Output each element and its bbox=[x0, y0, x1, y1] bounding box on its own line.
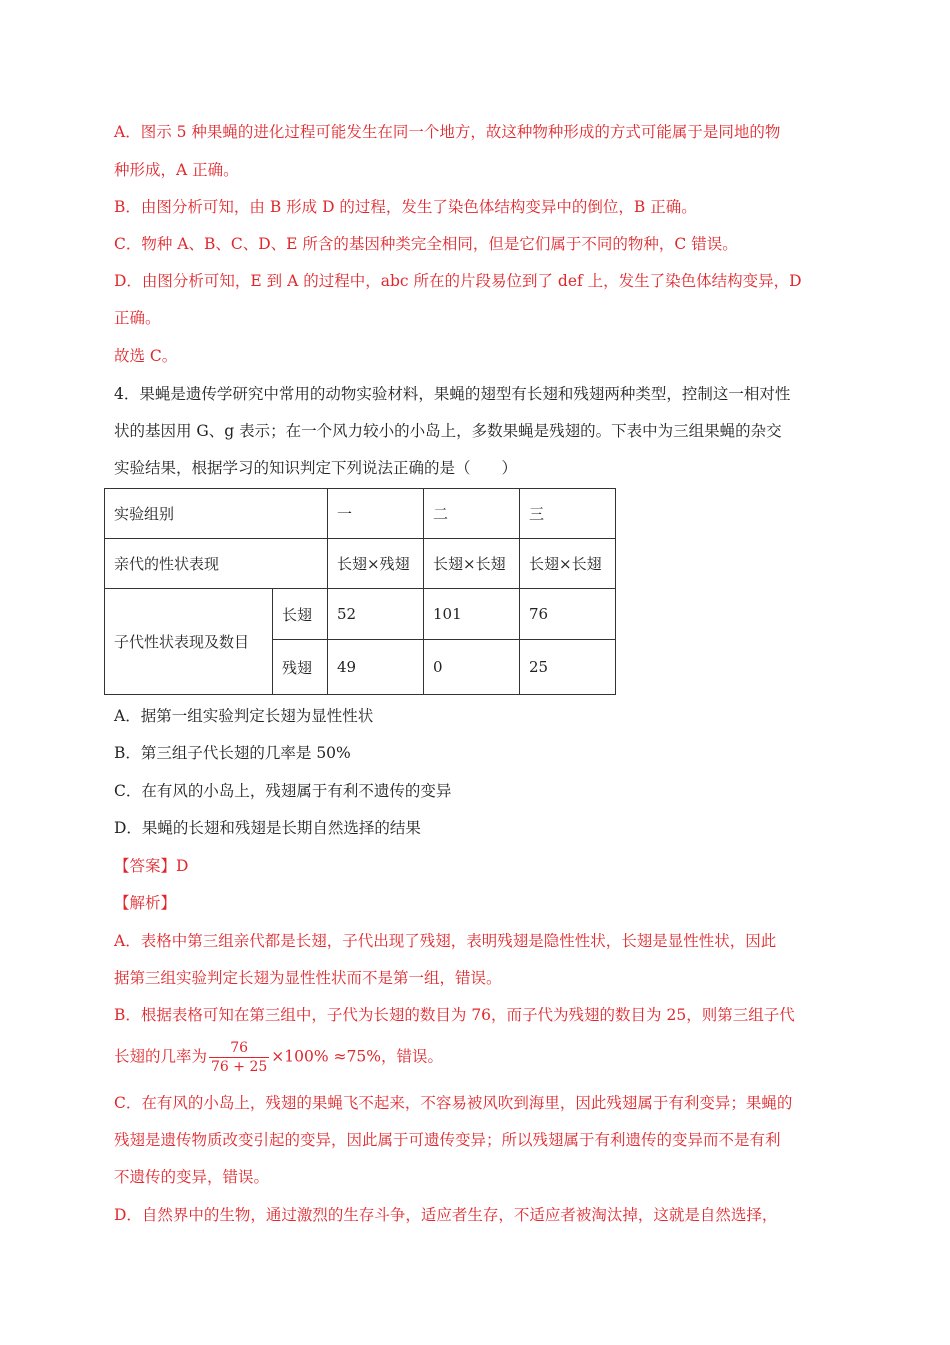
short-count-1: 49 bbox=[328, 640, 424, 695]
analysis-b-line2 bbox=[114, 1039, 443, 1076]
analysis-label: 【解析】 bbox=[114, 894, 177, 912]
short-count-2: 0 bbox=[424, 640, 520, 695]
analysis-c-line1: C．在有风的小岛上，残翅的果蝇飞不起来，不容易被风吹到海里，因此残翅属于有利变异；果蝇的 bbox=[114, 1094, 793, 1112]
question-stem-line2: 状的基因用 G、g 表示；在一个风力较小的小岛上，多数果蝇是残翅的。下表中为三组果蝇的杂交 bbox=[114, 422, 782, 440]
group-2: 二 bbox=[424, 489, 520, 539]
analysis-b-line1: B．根据表格可知在第三组中，子代为长翅的数目为 76，而子代为残翅的数目为 25，则第三组子代 bbox=[114, 1006, 795, 1024]
fraction-numerator: 76 bbox=[209, 1039, 269, 1058]
offspring-short-label: 残翅 bbox=[273, 640, 328, 695]
question-stem-line1: 4．果蝇是遗传学研究中常用的动物实验材料，果蝇的翅型有长翅和残翅两种类型，控制这一相对性 bbox=[114, 385, 791, 403]
prev-analysis-b: B．由图分析可知，由 B 形成 D 的过程，发生了染色体结构变异中的倒位，B 正确。 bbox=[114, 198, 697, 216]
table-row bbox=[105, 539, 616, 589]
prev-analysis-c: C．物种 A、B、C、D、E 所含的基因种类完全相同，但是它们属于不同的物种，C 错误。 bbox=[114, 235, 738, 253]
prev-choice: 故选 C。 bbox=[114, 347, 178, 365]
prev-analysis-a-line2: 种形成，A 正确。 bbox=[114, 161, 239, 179]
header-group-label: 实验组别 bbox=[105, 489, 328, 539]
header-offspring-label: 子代性状表现及数目 bbox=[105, 589, 273, 695]
parent-2: 长翅×长翅 bbox=[424, 539, 520, 589]
prev-analysis-d-line2: 正确。 bbox=[114, 309, 161, 327]
analysis-b-prefix: 长翅的几率为 bbox=[114, 1047, 208, 1066]
parent-1: 长翅×残翅 bbox=[328, 539, 424, 589]
table-row bbox=[105, 589, 616, 640]
question-stem-line3: 实验结果，根据学习的知识判定下列说法正确的是（ ） bbox=[114, 459, 518, 477]
prev-analysis-a-line1: A．图示 5 种果蝇的进化过程可能发生在同一个地方，故这种物种形成的方式可能属于是同地的物 bbox=[114, 123, 781, 141]
analysis-b-suffix: ×100% ≈75%，错误。 bbox=[271, 1047, 443, 1066]
experiment-table bbox=[104, 488, 616, 695]
option-b: B．第三组子代长翅的几率是 50% bbox=[114, 744, 351, 762]
option-a: A．据第一组实验判定长翅为显性性状 bbox=[114, 707, 374, 725]
long-count-1: 52 bbox=[328, 589, 424, 640]
analysis-c-line2: 残翅是遗传物质改变引起的变异，因此属于可遗传变异；所以残翅属于有利遗传的变异而不是有利 bbox=[114, 1131, 781, 1149]
probability-fraction bbox=[209, 1039, 269, 1076]
header-parent-label: 亲代的性状表现 bbox=[105, 539, 328, 589]
prev-analysis-d-line1: D．由图分析可知，E 到 A 的过程中，abc 所在的片段易位到了 def 上，发生了染色体结构变异，D bbox=[114, 272, 802, 290]
answer-value: D bbox=[176, 857, 189, 875]
fraction-denominator: 76 + 25 bbox=[211, 1059, 268, 1075]
group-3: 三 bbox=[520, 489, 616, 539]
group-1: 一 bbox=[328, 489, 424, 539]
short-count-3: 25 bbox=[520, 640, 616, 695]
long-count-2: 101 bbox=[424, 589, 520, 640]
answer-line bbox=[114, 856, 188, 876]
option-c: C．在有风的小岛上，残翅属于有利不遗传的变异 bbox=[114, 782, 452, 800]
offspring-long-label: 长翅 bbox=[273, 589, 328, 640]
analysis-d-line1: D．自然界中的生物，通过激烈的生存斗争，适应者生存，不适应者被淘汰掉，这就是自然选择， bbox=[114, 1206, 778, 1224]
parent-3: 长翅×长翅 bbox=[520, 539, 616, 589]
analysis-a-line2: 据第三组实验判定长翅为显性性状而不是第一组，错误。 bbox=[114, 969, 502, 987]
answer-label: 【答案】 bbox=[114, 857, 177, 875]
table-row bbox=[105, 489, 616, 539]
long-count-3: 76 bbox=[520, 589, 616, 640]
option-d: D．果蝇的长翅和残翅是长期自然选择的结果 bbox=[114, 819, 421, 837]
analysis-a-line1: A．表格中第三组亲代都是长翅，子代出现了残翅，表明残翅是隐性性状，长翅是显性性状，因此 bbox=[114, 932, 777, 950]
analysis-c-line3: 不遗传的变异，错误。 bbox=[114, 1168, 270, 1186]
